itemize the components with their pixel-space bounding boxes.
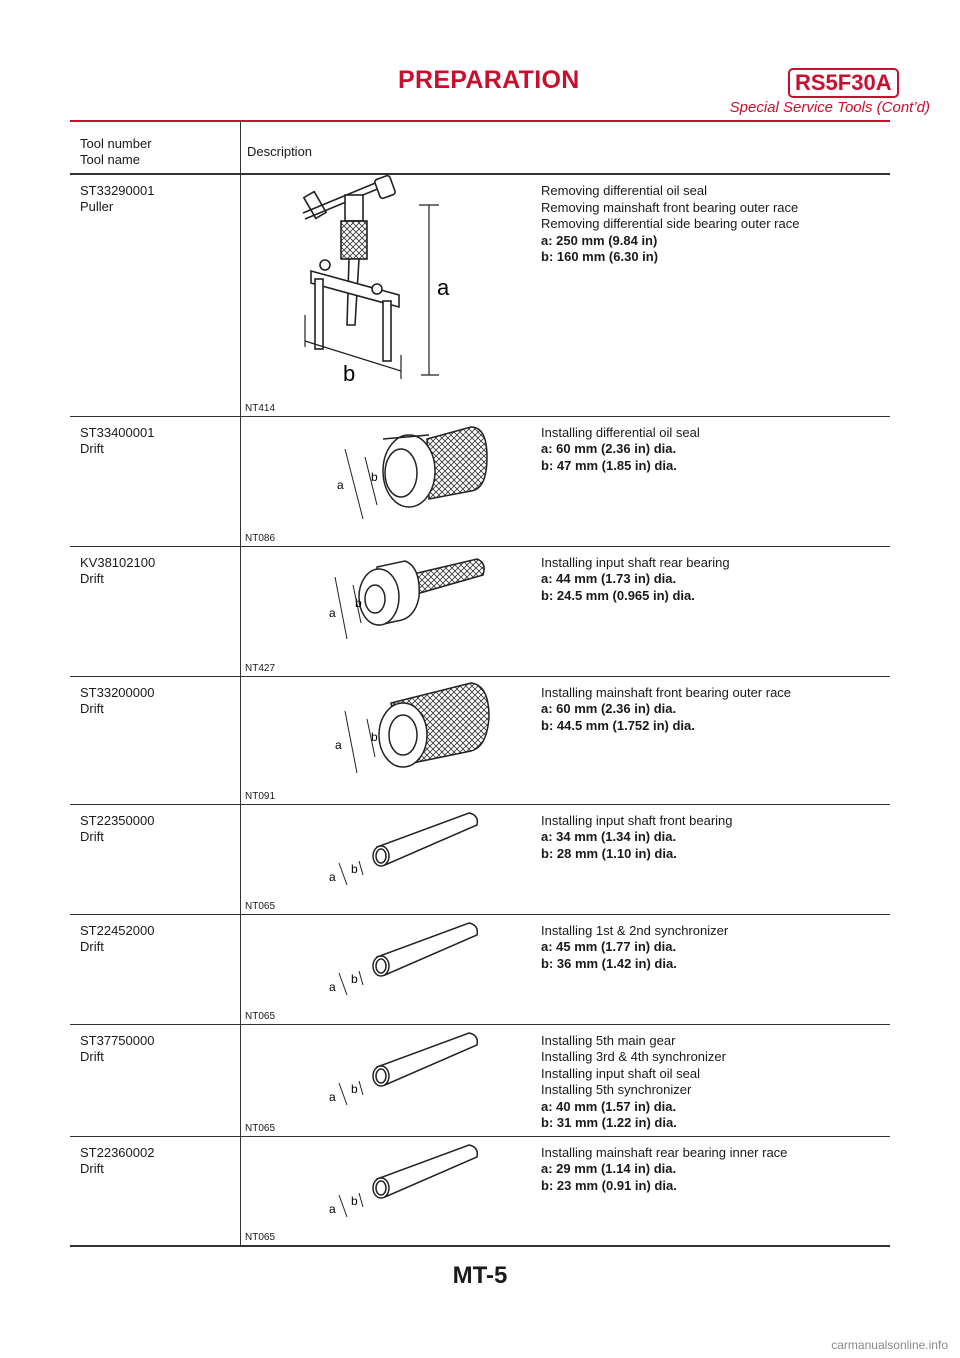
spec-b: b: 23 mm (0.91 in) dia. xyxy=(541,1177,677,1193)
tool-number: ST33400001 xyxy=(80,424,155,440)
tool-number: ST22350000 xyxy=(80,812,155,828)
spec-a: a: 250 mm (9.84 in) xyxy=(541,232,658,248)
table-row xyxy=(70,804,890,914)
tool-figure-cell xyxy=(241,416,542,546)
table-row xyxy=(70,1024,890,1136)
spec-a: a: 60 mm (2.36 in) dia. xyxy=(541,441,677,456)
spec-a: a: 45 mm (1.77 in) dia. xyxy=(541,939,677,954)
dimension-b-label: b xyxy=(355,595,362,610)
spec-a: a: 44 mm (1.73 in) dia. xyxy=(541,571,677,586)
tool-name: Drift xyxy=(80,1160,104,1176)
dimension-b-label: b xyxy=(371,469,378,484)
puller-illustration xyxy=(281,175,461,395)
figure-code: NT091 xyxy=(245,790,276,802)
description-line: Installing 1st & 2nd synchronizer xyxy=(541,922,729,938)
tool-id-cell xyxy=(70,416,241,546)
tool-description-cell xyxy=(541,416,890,546)
description-line: Installing input shaft oil seal xyxy=(541,1065,700,1081)
tool-description-cell xyxy=(541,804,890,914)
dimension-b-label: b xyxy=(351,971,358,986)
dimension-a-label: a xyxy=(329,979,336,994)
description-line: Installing input shaft front bearing xyxy=(541,812,733,828)
tool-id-cell xyxy=(70,1136,241,1246)
tool-description-cell xyxy=(541,914,890,1024)
header-tool-name: Tool name xyxy=(80,152,140,167)
tool-figure-cell xyxy=(241,546,542,676)
drift-illustration xyxy=(317,915,487,1005)
figure-code: NT427 xyxy=(245,662,276,674)
table-row xyxy=(70,676,890,804)
tool-name: Drift xyxy=(80,700,104,716)
description-line: Removing mainshaft front bearing outer race xyxy=(541,199,799,215)
page-title: PREPARATION xyxy=(398,66,580,94)
figure-code: NT086 xyxy=(245,532,276,544)
tool-name: Drift xyxy=(80,938,104,954)
tool-description-cell xyxy=(541,1024,890,1136)
description-line: Installing 5th synchronizer xyxy=(541,1082,692,1097)
tool-figure-cell xyxy=(241,676,542,804)
description-line: Removing differential side bearing outer race xyxy=(541,216,800,231)
tool-id-cell xyxy=(70,546,241,676)
spec-b: b: 44.5 mm (1.752 in) dia. xyxy=(541,717,695,733)
tool-figure-cell xyxy=(241,914,542,1024)
dimension-b-label: b xyxy=(351,1081,358,1096)
header-tool-cell xyxy=(70,122,241,174)
spec-a: a: 34 mm (1.34 in) dia. xyxy=(541,829,677,844)
tools-table xyxy=(70,122,890,1247)
tool-description-cell xyxy=(541,174,890,416)
tool-number: KV38102100 xyxy=(80,554,156,570)
description-line: Installing mainshaft front bearing outer race xyxy=(541,684,792,700)
spec-a: a: 40 mm (1.57 in) dia. xyxy=(541,1098,677,1114)
dimension-a-label: a xyxy=(329,605,336,620)
tool-name: Puller xyxy=(80,199,114,214)
tool-id-cell xyxy=(70,676,241,804)
tool-name: Drift xyxy=(80,570,104,586)
drift-illustration xyxy=(331,417,501,527)
table-row xyxy=(70,914,890,1024)
table-row xyxy=(70,174,890,416)
tool-name: Drift xyxy=(80,1048,104,1064)
drift-illustration xyxy=(317,547,497,657)
figure-code: NT065 xyxy=(245,1010,276,1022)
tool-id-cell xyxy=(70,1024,241,1136)
tool-figure-cell xyxy=(241,174,542,416)
description-line: Installing 5th main gear xyxy=(541,1032,676,1048)
figure-code: NT065 xyxy=(245,1232,276,1243)
spec-a: a: 29 mm (1.14 in) dia. xyxy=(541,1161,677,1176)
tool-description-cell xyxy=(541,676,890,804)
dimension-b-label: b xyxy=(351,861,358,876)
tool-figure-cell xyxy=(241,1136,542,1246)
drift-illustration xyxy=(317,805,487,895)
table-row xyxy=(70,416,890,546)
tool-number: ST37750000 xyxy=(80,1032,155,1048)
drift-illustration xyxy=(317,1137,487,1227)
tool-name: Drift xyxy=(80,440,104,456)
tool-number: ST22360002 xyxy=(80,1144,155,1160)
page-number: MT-5 xyxy=(452,1262,508,1289)
description-line: Installing input shaft rear bearing xyxy=(541,554,730,570)
tool-description-cell xyxy=(541,546,890,676)
tool-id-cell xyxy=(70,174,241,416)
section-subtitle: Special Service Tools (Cont’d) xyxy=(729,99,930,116)
dimension-b-label: b xyxy=(371,729,378,744)
description-line: Installing 3rd & 4th synchronizer xyxy=(541,1049,726,1064)
spec-b: b: 36 mm (1.42 in) dia. xyxy=(541,955,677,971)
dimension-a-label: a xyxy=(335,737,342,752)
spec-a: a: 60 mm (2.36 in) dia. xyxy=(541,701,677,716)
dimension-a-label: a xyxy=(329,869,336,884)
spec-b: b: 47 mm (1.85 in) dia. xyxy=(541,457,677,473)
tool-number: ST33200000 xyxy=(80,684,155,700)
description-line: Installing mainshaft rear bearing inner race xyxy=(541,1144,788,1160)
drift-illustration xyxy=(317,1025,487,1115)
model-badge: RS5F30A xyxy=(788,68,899,98)
spec-b: b: 28 mm (1.10 in) dia. xyxy=(541,845,677,861)
tool-number: ST22452000 xyxy=(80,922,155,938)
table-row xyxy=(70,1136,890,1246)
spec-b: b: 24.5 mm (0.965 in) dia. xyxy=(541,587,695,603)
spec-b: b: 31 mm (1.22 in) dia. xyxy=(541,1115,677,1130)
tool-figure-cell xyxy=(241,804,542,914)
dimension-a-label: a xyxy=(437,275,450,300)
header-description-label: Description xyxy=(247,144,313,159)
dimension-b-label: b xyxy=(351,1193,358,1208)
figure-code: NT065 xyxy=(245,1122,276,1134)
figure-code: NT414 xyxy=(245,402,276,414)
tool-number: ST33290001 xyxy=(80,183,155,198)
description-line: Removing differential oil seal xyxy=(541,183,707,198)
drift-illustration xyxy=(331,677,501,787)
dimension-a-label: a xyxy=(337,477,344,492)
tool-description-cell xyxy=(541,1136,890,1246)
table-row xyxy=(70,546,890,676)
watermark: carmanualsonline.info xyxy=(831,1338,948,1352)
header-description xyxy=(241,122,891,174)
table-header-row xyxy=(70,122,890,174)
dimension-b-label: b xyxy=(343,361,356,386)
tool-name: Drift xyxy=(80,828,104,844)
tool-id-cell xyxy=(70,804,241,914)
description-line: Installing differential oil seal xyxy=(541,424,700,440)
tool-id-cell xyxy=(70,914,241,1024)
dimension-a-label: a xyxy=(329,1089,336,1104)
header-tool-number: Tool number xyxy=(80,136,152,151)
figure-code: NT065 xyxy=(245,900,276,912)
spec-b: b: 160 mm (6.30 in) xyxy=(541,249,659,264)
dimension-a-label: a xyxy=(329,1201,336,1216)
tool-figure-cell xyxy=(241,1024,542,1136)
